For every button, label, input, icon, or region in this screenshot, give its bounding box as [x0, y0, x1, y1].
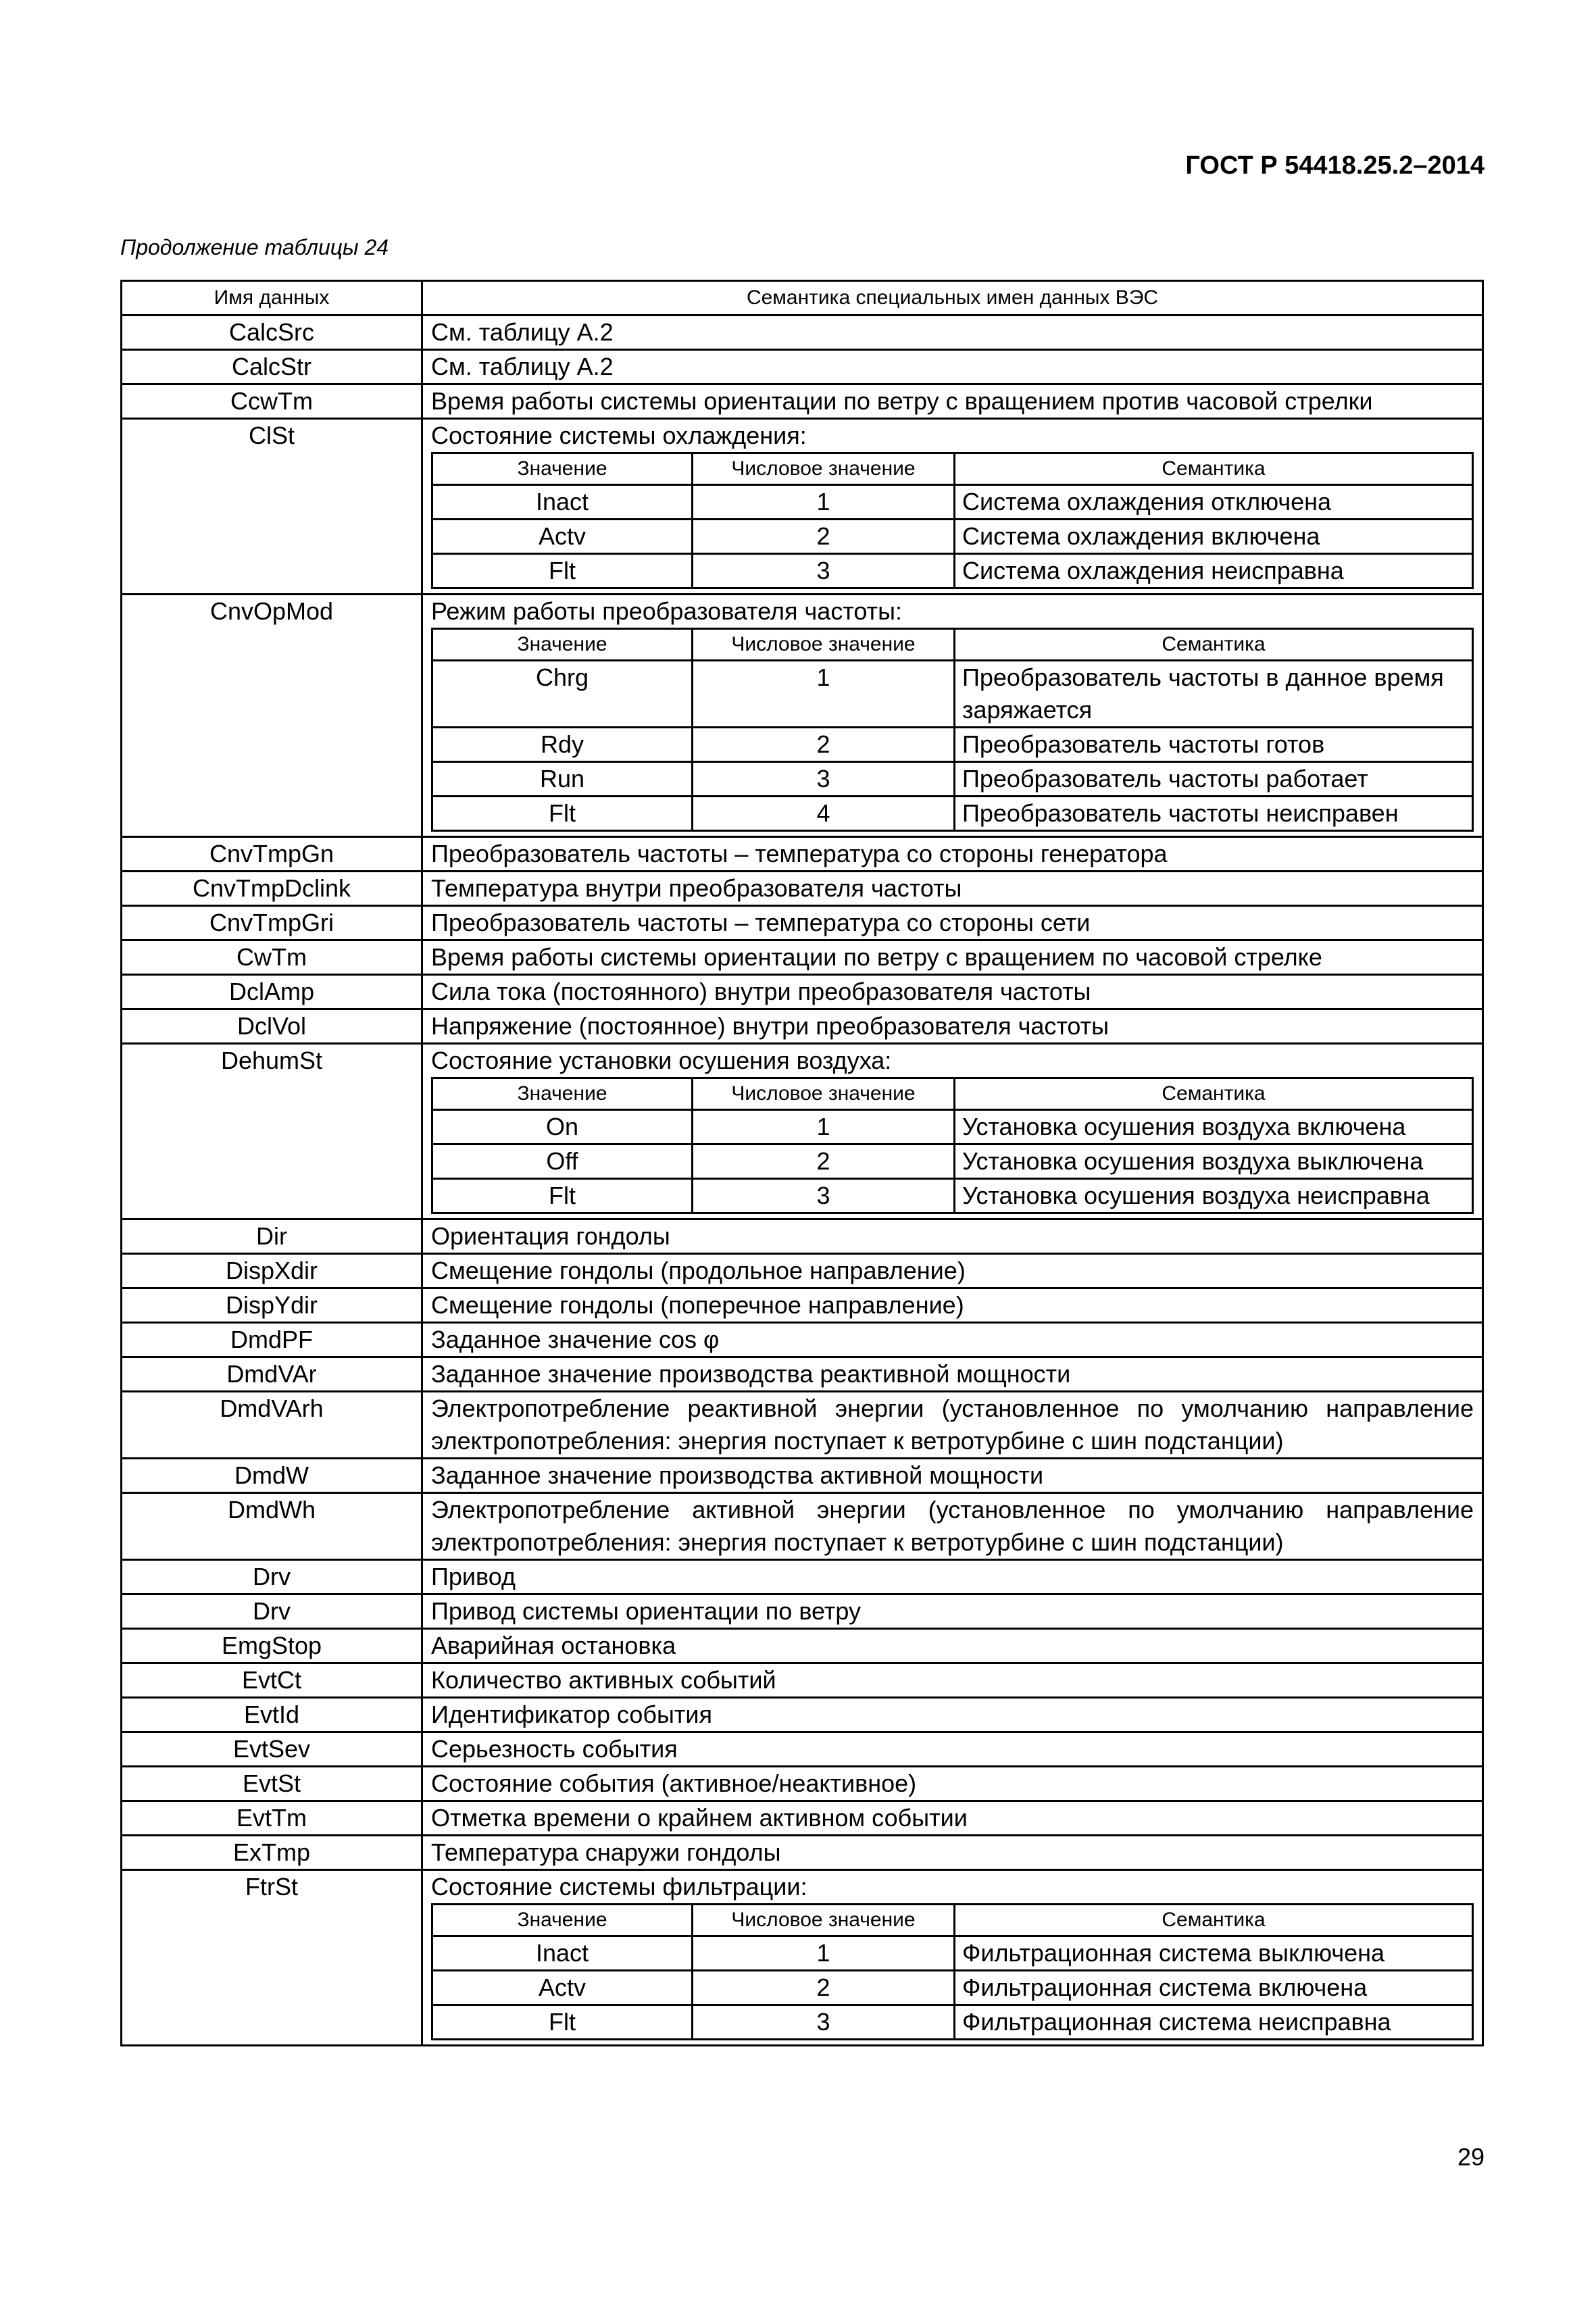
subtable-cell-num: 3 — [693, 554, 955, 588]
subtable-cell-num: 1 — [693, 1110, 955, 1145]
subtable-cell-num: 3 — [693, 1179, 955, 1213]
semantics-cell: Аварийная остановка — [422, 1629, 1483, 1663]
data-name-cell: DclVol — [122, 1009, 422, 1044]
subtable-header-value: Значение — [432, 1905, 693, 1936]
subtable-cell-value: Actv — [432, 520, 693, 554]
subtable-cell-value: Rdy — [432, 728, 693, 762]
data-name-cell: EvtCt — [122, 1663, 422, 1698]
table-row — [122, 1663, 1483, 1698]
semantics-cell: Электропотребление активной энергии (установленное по умолчанию направление электропотребления: энергия поступает к ветротурбине с шин подстанции) — [422, 1493, 1483, 1560]
data-name-cell: Drv — [122, 1594, 422, 1629]
subtable-cell-sem: Преобразователь частоты в данное время заряжается — [955, 661, 1473, 728]
subtable-row — [432, 1179, 1473, 1213]
semantics-cell: Время работы системы ориентации по ветру с вращением против часовой стрелки — [422, 384, 1483, 419]
subtable-header-row — [432, 453, 1473, 485]
semantics-cell: Смещение гондолы (продольное направление) — [422, 1254, 1483, 1288]
table-row — [122, 1836, 1483, 1870]
subtable-header-value: Значение — [432, 629, 693, 661]
table-row — [122, 1323, 1483, 1357]
data-name-cell: DmdVAr — [122, 1357, 422, 1392]
subtable-cell-sem: Установка осушения воздуха неисправна — [955, 1179, 1473, 1213]
data-name-cell: DispXdir — [122, 1254, 422, 1288]
subtable-cell-sem: Преобразователь частоты неисправен — [955, 797, 1473, 831]
data-name-cell: DispYdir — [122, 1288, 422, 1323]
semantics-cell — [422, 595, 1483, 837]
subtable-cell-num: 2 — [693, 1145, 955, 1179]
column-header-semantics: Семантика специальных имен данных ВЭС — [422, 281, 1483, 316]
table-row — [122, 1767, 1483, 1801]
subtable-cell-sem: Установка осушения воздуха включена — [955, 1110, 1473, 1145]
semantics-cell: Заданное значение производства реактивной мощности — [422, 1357, 1483, 1392]
page-number: 29 — [1457, 2143, 1485, 2171]
value-subtable — [431, 452, 1474, 589]
table-row — [122, 872, 1483, 906]
data-name-cell: DmdWh — [122, 1493, 422, 1560]
data-name-cell: DmdW — [122, 1459, 422, 1493]
semantics-intro: Состояние установки осушения воздуха: — [431, 1047, 892, 1074]
subtable-cell-value: Flt — [432, 1179, 693, 1213]
table-row — [122, 837, 1483, 872]
data-name-cell: DehumSt — [122, 1044, 422, 1219]
subtable-cell-value: Off — [432, 1145, 693, 1179]
subtable-row — [432, 554, 1473, 588]
subtable-cell-sem: Система охлаждения отключена — [955, 485, 1473, 520]
data-name-cell: CcwTm — [122, 384, 422, 419]
data-name-cell: EvtSev — [122, 1732, 422, 1767]
semantics-cell — [422, 1044, 1483, 1219]
table-row — [122, 316, 1483, 350]
subtable-row — [432, 797, 1473, 831]
subtable-header-row — [432, 1078, 1473, 1110]
data-name-cell: CnvOpMod — [122, 595, 422, 837]
subtable-header-numeric-value: Числовое значение — [693, 1905, 955, 1936]
semantics-cell: См. таблицу А.2 — [422, 350, 1483, 384]
subtable-row — [432, 728, 1473, 762]
table-row — [122, 1357, 1483, 1392]
data-name-cell: CnvTmpDclink — [122, 872, 422, 906]
semantics-cell: Температура внутри преобразователя частоты — [422, 872, 1483, 906]
subtable-row — [432, 1971, 1473, 2005]
subtable-cell-num: 3 — [693, 2005, 955, 2040]
data-name-cell: CalcStr — [122, 350, 422, 384]
semantics-cell: Привод — [422, 1560, 1483, 1594]
semantics-intro: Состояние системы охлаждения: — [431, 422, 807, 449]
subtable-cell-num: 2 — [693, 728, 955, 762]
subtable-cell-value: On — [432, 1110, 693, 1145]
table-row — [122, 1732, 1483, 1767]
subtable-row — [432, 1110, 1473, 1145]
table-row — [122, 595, 1483, 837]
subtable-header-value: Значение — [432, 1078, 693, 1110]
table-row — [122, 906, 1483, 940]
subtable-cell-num: 2 — [693, 1971, 955, 2005]
table-row — [122, 1392, 1483, 1459]
data-name-cell: ExTmp — [122, 1836, 422, 1870]
table-row — [122, 1629, 1483, 1663]
subtable-header-semantics: Семантика — [955, 1905, 1473, 1936]
subtable-cell-value: Inact — [432, 485, 693, 520]
standard-id: ГОСТ Р 54418.25.2–2014 — [1185, 151, 1485, 180]
data-name-cell: DclAmp — [122, 975, 422, 1009]
data-name-cell: Dir — [122, 1219, 422, 1254]
table-row — [122, 940, 1483, 975]
subtable-cell-num: 1 — [693, 661, 955, 728]
semantics-cell: Отметка времени о крайнем активном событии — [422, 1801, 1483, 1836]
semantics-cell — [422, 419, 1483, 595]
subtable-cell-num: 3 — [693, 762, 955, 797]
subtable-header-value: Значение — [432, 453, 693, 485]
value-subtable — [431, 628, 1474, 832]
semantics-cell — [422, 1870, 1483, 2046]
subtable-cell-sem: Фильтрационная система включена — [955, 1971, 1473, 2005]
semantics-cell: Состояние события (активное/неактивное) — [422, 1767, 1483, 1801]
semantics-cell: Температура снаружи гондолы — [422, 1836, 1483, 1870]
data-name-cell: EmgStop — [122, 1629, 422, 1663]
table-row — [122, 1698, 1483, 1732]
table-row — [122, 1870, 1483, 2046]
table-row — [122, 1801, 1483, 1836]
data-name-cell: EvtSt — [122, 1767, 422, 1801]
table-row — [122, 1459, 1483, 1493]
subtable-header-row — [432, 1905, 1473, 1936]
table-row — [122, 1560, 1483, 1594]
table-row — [122, 1594, 1483, 1629]
semantics-cell: Напряжение (постоянное) внутри преобразователя частоты — [422, 1009, 1483, 1044]
subtable-header-numeric-value: Числовое значение — [693, 1078, 955, 1110]
data-name-cell: CalcSrc — [122, 316, 422, 350]
semantics-cell: Заданное значение cos φ — [422, 1323, 1483, 1357]
semantics-cell: Электропотребление реактивной энергии (установленное по умолчанию направление электропотребления: энергия поступает к ветротурбине с шин подстанции) — [422, 1392, 1483, 1459]
data-names-table — [120, 280, 1484, 2046]
subtable-row — [432, 1936, 1473, 1971]
table-row — [122, 1044, 1483, 1219]
data-name-cell: ClSt — [122, 419, 422, 595]
table-row — [122, 1009, 1483, 1044]
subtable-header-semantics: Семантика — [955, 453, 1473, 485]
semantics-intro: Режим работы преобразователя частоты: — [431, 597, 903, 625]
semantics-cell: Сила тока (постоянного) внутри преобразователя частоты — [422, 975, 1483, 1009]
subtable-cell-sem: Преобразователь частоты работает — [955, 762, 1473, 797]
table-row — [122, 419, 1483, 595]
data-name-cell: Drv — [122, 1560, 422, 1594]
subtable-row — [432, 661, 1473, 728]
semantics-cell: Привод системы ориентации по ветру — [422, 1594, 1483, 1629]
semantics-cell: Время работы системы ориентации по ветру с вращением по часовой стрелке — [422, 940, 1483, 975]
table-row — [122, 1254, 1483, 1288]
subtable-cell-value: Actv — [432, 1971, 693, 2005]
subtable-cell-sem: Система охлаждения включена — [955, 520, 1473, 554]
subtable-row — [432, 2005, 1473, 2040]
semantics-intro: Состояние системы фильтрации: — [431, 1873, 807, 1901]
semantics-cell: Преобразователь частоты – температура со стороны сети — [422, 906, 1483, 940]
value-subtable — [431, 1077, 1474, 1214]
table-row — [122, 975, 1483, 1009]
subtable-cell-sem: Фильтрационная система выключена — [955, 1936, 1473, 1971]
column-header-name: Имя данных — [122, 281, 422, 316]
semantics-cell: Количество активных событий — [422, 1663, 1483, 1698]
data-name-cell: CnvTmpGn — [122, 837, 422, 872]
subtable-cell-value: Flt — [432, 2005, 693, 2040]
subtable-cell-num: 4 — [693, 797, 955, 831]
table-row — [122, 384, 1483, 419]
subtable-header-row — [432, 629, 1473, 661]
subtable-cell-num: 1 — [693, 1936, 955, 1971]
subtable-cell-num: 1 — [693, 485, 955, 520]
subtable-row — [432, 485, 1473, 520]
semantics-cell: Серьезность события — [422, 1732, 1483, 1767]
subtable-cell-sem: Система охлаждения неисправна — [955, 554, 1473, 588]
data-name-cell: CnvTmpGri — [122, 906, 422, 940]
data-name-cell: CwTm — [122, 940, 422, 975]
subtable-header-semantics: Семантика — [955, 629, 1473, 661]
semantics-cell: См. таблицу А.2 — [422, 316, 1483, 350]
subtable-cell-value: Run — [432, 762, 693, 797]
subtable-cell-sem: Преобразователь частоты готов — [955, 728, 1473, 762]
subtable-cell-sem: Фильтрационная система неисправна — [955, 2005, 1473, 2040]
subtable-header-numeric-value: Числовое значение — [693, 629, 955, 661]
table-row — [122, 1493, 1483, 1560]
subtable-header-semantics: Семантика — [955, 1078, 1473, 1110]
data-name-cell: EvtId — [122, 1698, 422, 1732]
value-subtable — [431, 1903, 1474, 2040]
data-name-cell: FtrSt — [122, 1870, 422, 2046]
subtable-row — [432, 520, 1473, 554]
data-name-cell: DmdPF — [122, 1323, 422, 1357]
data-name-cell: DmdVArh — [122, 1392, 422, 1459]
subtable-header-numeric-value: Числовое значение — [693, 453, 955, 485]
semantics-cell: Смещение гондолы (поперечное направление) — [422, 1288, 1483, 1323]
subtable-row — [432, 762, 1473, 797]
semantics-cell: Преобразователь частоты – температура со стороны генератора — [422, 837, 1483, 872]
subtable-cell-sem: Установка осушения воздуха выключена — [955, 1145, 1473, 1179]
subtable-cell-num: 2 — [693, 520, 955, 554]
semantics-cell: Идентификатор события — [422, 1698, 1483, 1732]
table-row — [122, 350, 1483, 384]
semantics-cell: Ориентация гондолы — [422, 1219, 1483, 1254]
table-row — [122, 1288, 1483, 1323]
data-name-cell: EvtTm — [122, 1801, 422, 1836]
table-body — [122, 316, 1483, 2046]
subtable-cell-value: Flt — [432, 554, 693, 588]
table-header-row — [122, 281, 1483, 316]
subtable-row — [432, 1145, 1473, 1179]
subtable-cell-value: Inact — [432, 1936, 693, 1971]
table-row — [122, 1219, 1483, 1254]
semantics-cell: Заданное значение производства активной мощности — [422, 1459, 1483, 1493]
table-continuation-caption: Продолжение таблицы 24 — [120, 235, 389, 259]
subtable-cell-value: Chrg — [432, 661, 693, 728]
subtable-cell-value: Flt — [432, 797, 693, 831]
